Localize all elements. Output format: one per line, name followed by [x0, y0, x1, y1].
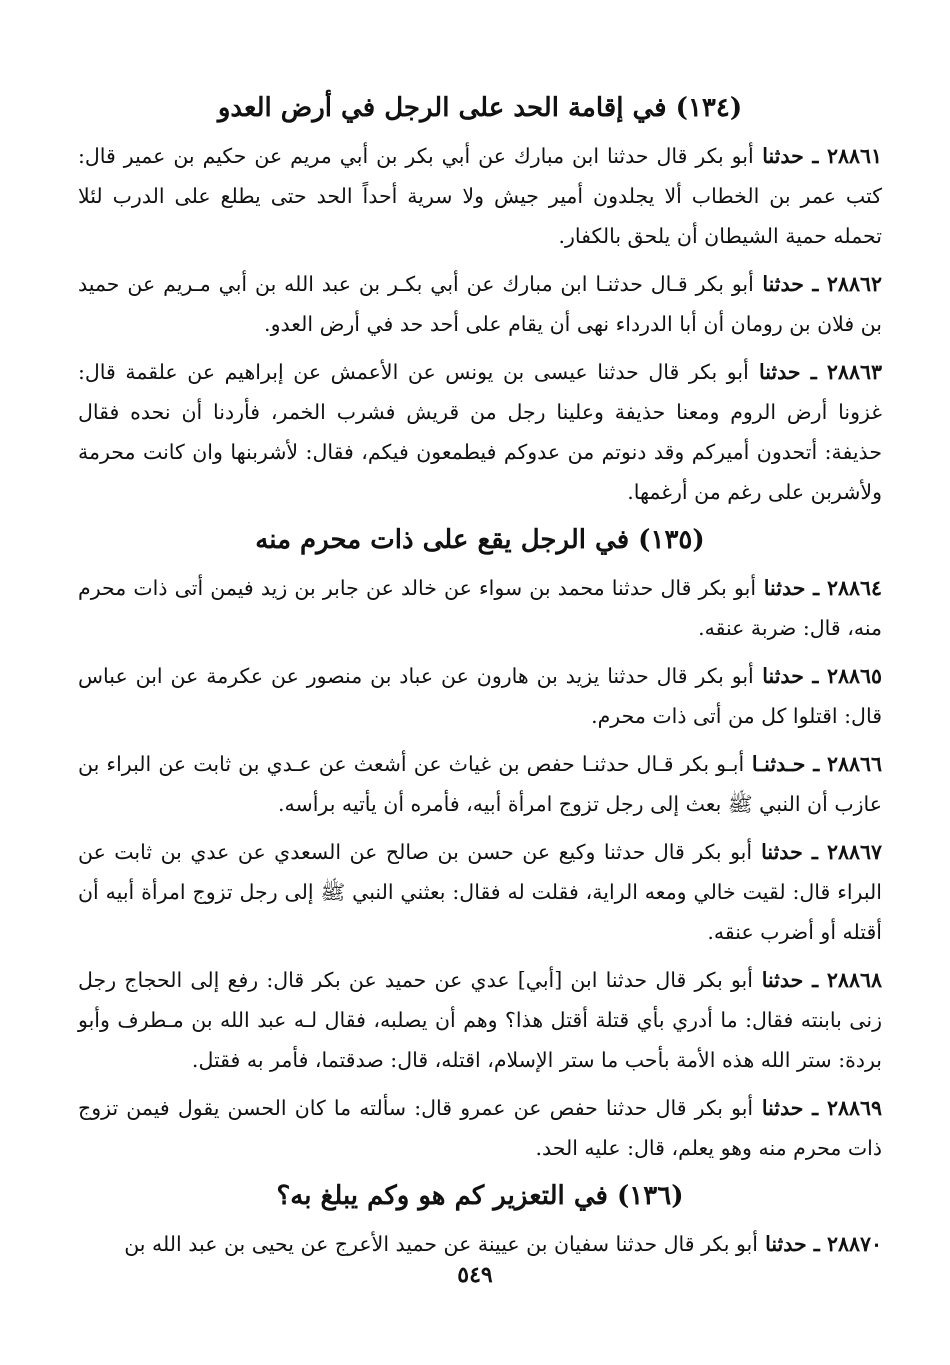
hadith-entry — [78, 568, 882, 648]
hadith-number: ٢٨٨٦٤ — [826, 576, 882, 600]
chapter-title: (١٣٦) في التعزير كم هو وكم يبلغ به؟ — [276, 1181, 684, 1211]
hadith-entry — [78, 832, 882, 952]
hadith-text: أبو بكر قال حدثنا حفص عن عمرو قال: سألته ما كان الحسن يقول فيمن تزوج ذات محرم منه وهو يعلم، قال: عليه الحد. — [78, 1096, 882, 1160]
hadith-text: أبو بكر قال حدثنا ابن [أبي] عدي عن حميد عن بكر قال: رفع إلى الحجاج رجل زنى بابنته فقال: ما أدري بأي قتلة أقتل هذا؟ وهم أن يصلبه، فقال لـه عبد الله بن مـطرف وأبو بردة: ستر الله هذه الأمة بأحب ما ستر الإسلام، اقتله، قال: صدقتما، فأمر به فقتل. — [78, 968, 882, 1072]
hadith-number: ٢٨٨٦٨ — [826, 968, 882, 992]
isnad-lead: ـ حدثنا — [753, 1096, 827, 1120]
isnad-lead: ـ حدثنا — [748, 360, 827, 384]
page-number: ٥٤٩ — [457, 1262, 493, 1288]
page-body — [78, 88, 882, 1272]
hadith-text: أبو بكر قـال حدثنـا ابن مبارك عن أبي بكـر بن عبد الله بن أبي مـريم عن حميد بن فلان بن رومان أن أبا الدرداء نهى أن يقام على أحد حد في أرض العدو. — [78, 272, 882, 336]
chapter-title: (١٣٤) في إقامة الحد على الرجل في أرض العدو — [217, 93, 743, 123]
hadith-number: ٢٨٨٦٥ — [826, 664, 882, 688]
isnad-lead: ـ حدثنا — [756, 576, 827, 600]
hadith-text: أبو بكر قال حدثنا وكيع عن حسن بن صالح عن السعدي عن عدي بن ثابت عن البراء قال: لقيت خالي ومعه الراية، فقلت له فقال: بعثني النبي ﷺ إلى رجل تزوج امرأة أبيه أن أقتله أو أضرب عنقه. — [78, 840, 882, 944]
hadith-text: أبو بكر قال حدثنا محمد بن سواء عن خالد عن جابر بن زيد فيمن أتى ذات محرم منه، قال: ضربة عنقه. — [78, 576, 882, 640]
hadith-entry — [78, 1224, 882, 1264]
isnad-lead: ـ حدثنا — [753, 272, 827, 296]
hadith-number: ٢٨٨٦٦ — [826, 752, 882, 776]
hadith-number: ٢٨٨٦٣ — [826, 360, 882, 384]
isnad-lead: ـ حدثنا — [753, 664, 827, 688]
hadith-entry — [78, 1088, 882, 1168]
hadith-number: ٢٨٨٦١ — [826, 144, 882, 168]
hadith-entry — [78, 744, 882, 824]
hadith-number: ٢٨٨٧٠ — [826, 1232, 882, 1256]
hadith-entry — [78, 264, 882, 344]
hadith-text: أبو بكر قال حدثنا ابن مبارك عن أبي بكر بن أبي مريم عن حكيم بن عمير قال: كتب عمر بن الخطاب ألا يجلدون أمير جيش ولا سرية أحداً الحد حتى يطلع على الدرب لئلا تحمله حمية الشيطان أن يلحق بالكفار. — [78, 144, 882, 248]
isnad-lead: ـ حدثنا — [753, 144, 827, 168]
isnad-lead: ـ حدثنا — [752, 968, 827, 992]
isnad-lead: ـ حدثنا — [752, 840, 827, 864]
hadith-entry — [78, 352, 882, 512]
hadith-text: أبو بكر قال حدثنا عيسى بن يونس عن الأعمش عن إبراهيم عن علقمة قال: غزونا أرض الروم ومعنا حذيفة وعلينا رجل من قريش فشرب الخمر، فأردنا أن نحده فقال حذيفة: أتحدون أميركم وقد دنوتم من عدوكم فيطمعون فيكم، فقال: لأشربنها وان كانت محرمة ولأشربن على رغم من أرغمها. — [78, 360, 882, 504]
chapter-title: (١٣٥) في الرجل يقع على ذات محرم منه — [255, 525, 705, 555]
hadith-entry — [78, 960, 882, 1080]
hadith-text: أبـو بكر قـال حدثنـا حفص بن غياث عن أشعث عن عـدي بن ثابت عن البراء بن عازب أن النبي ﷺ بعث إلى رجل تزوج امرأة أبيه، فأمره أن يأتيه برأسه. — [78, 752, 882, 816]
hadith-text: أبو بكر قال حدثنا يزيد بن هارون عن عباد بن منصور عن عكرمة عن ابن عباس قال: اقتلوا كل من أتى ذات محرم. — [78, 664, 882, 728]
isnad-lead: ـ حـدثنـا — [744, 752, 827, 776]
hadith-number: ٢٨٨٦٩ — [826, 1096, 882, 1120]
hadith-number: ٢٨٨٦٢ — [826, 272, 882, 296]
hadith-entry — [78, 136, 882, 256]
hadith-number: ٢٨٨٦٧ — [826, 840, 882, 864]
isnad-lead: ـ حدثنا — [757, 1232, 827, 1256]
hadith-entry — [78, 656, 882, 736]
hadith-text: أبو بكر قال حدثنا سفيان بن عيينة عن حميد الأعرج عن يحيى بن عبد الله بن — [124, 1232, 758, 1256]
